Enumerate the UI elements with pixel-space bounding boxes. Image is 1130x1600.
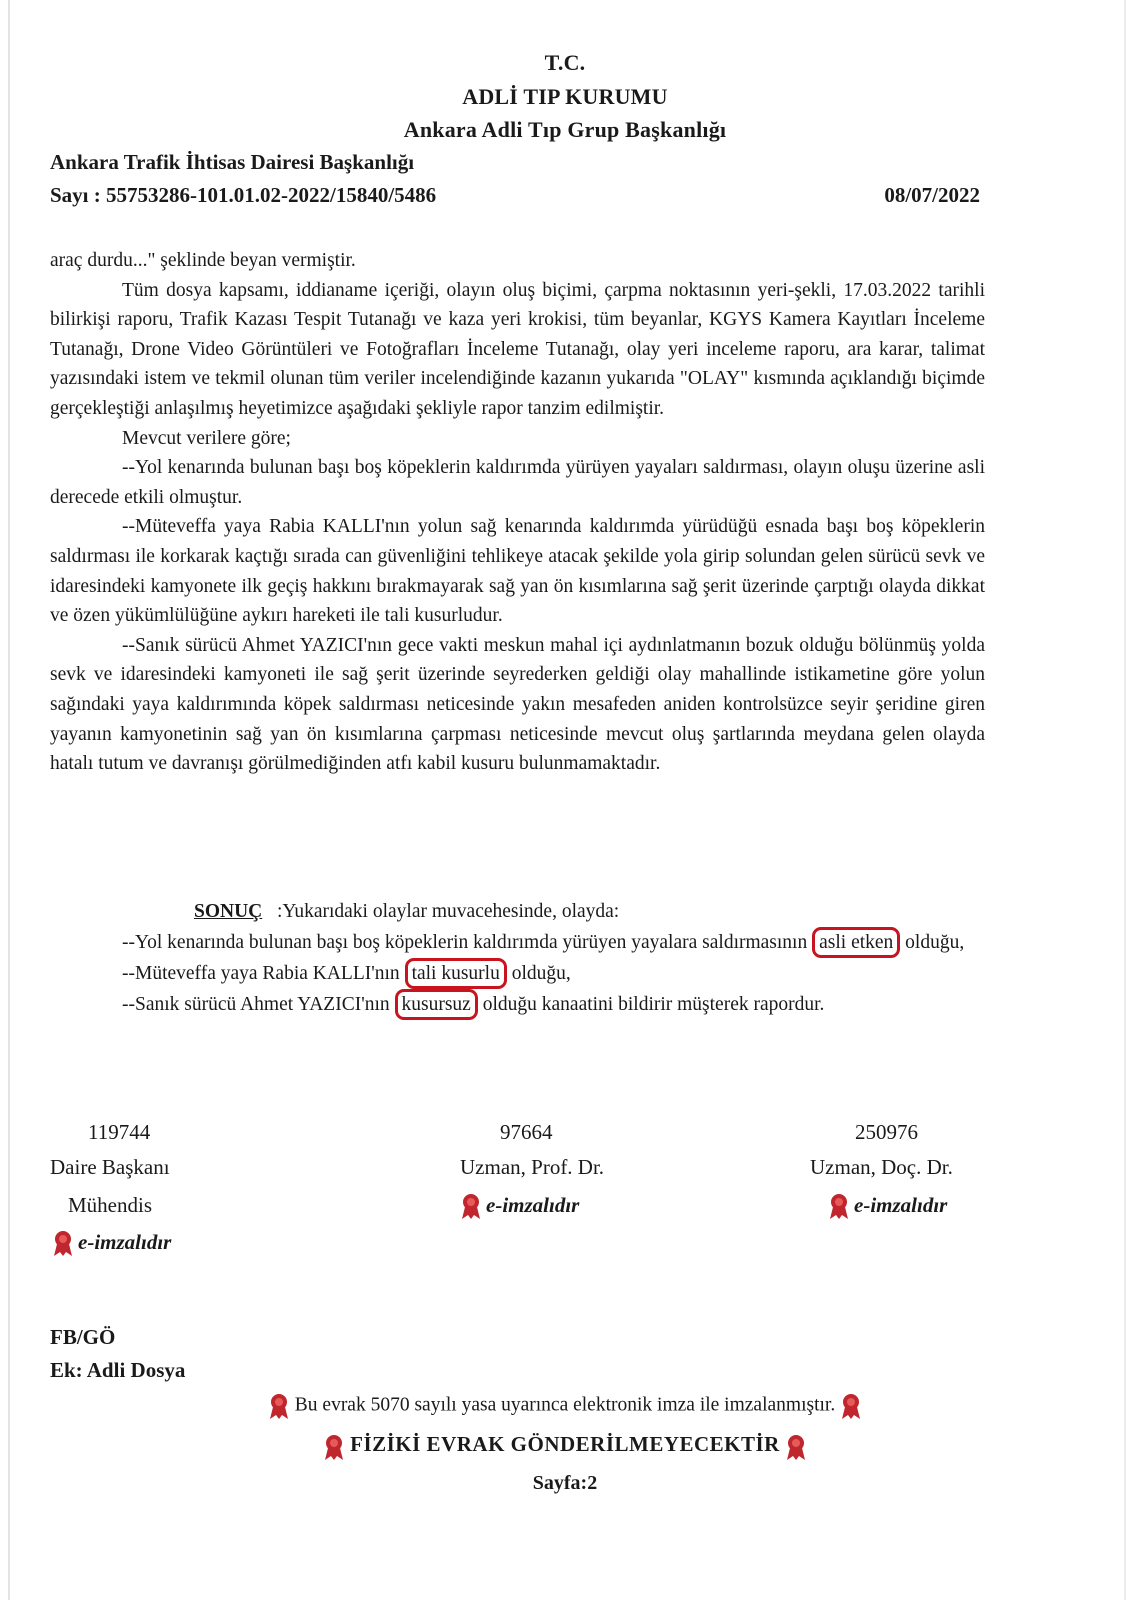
signature-block bbox=[828, 1188, 947, 1231]
signature-block bbox=[460, 1150, 604, 1185]
e-signature: e-imzalıdır bbox=[52, 1225, 171, 1260]
conclusion-label: SONUÇ bbox=[194, 901, 263, 922]
page-edge-right bbox=[1124, 0, 1126, 1600]
conclusion-item: --Müteveffa yaya Rabia KALLI'nın tali kusurlu olduğu, bbox=[50, 958, 985, 989]
highlight-box: kusursuz bbox=[395, 989, 478, 1020]
body-paragraph: --Sanık sürücü Ahmet YAZICI'nın gece vakti meskun mahal içi aydınlatmanın bozuk olduğu bölünmüş yolda sevk ve idaresindeki kamyoneti ile sağ şerit üzerinde seyrederken geldiği olay mahallinde istikametine göre yolun sağındaki yaya kaldırımında köpek saldırması neticesinde yakın mesafeden aniden kontrolsüzce seyir şeridine giren yayanın kamyonetinin sağ yan ön kısımlarına çarpması neticesinde mevcut oluş şartlarında meydana gelen olayda hatalı tutum ve davranışı görülmediğinden atfı kabil kusuru bulunmamaktadır. bbox=[50, 634, 985, 775]
page-number: Sayfa:2 bbox=[532, 1472, 598, 1494]
signature-block bbox=[500, 1115, 553, 1150]
ribbon-icon bbox=[840, 1392, 862, 1420]
highlight-box: tali kusurlu bbox=[405, 958, 507, 989]
ribbon-icon bbox=[268, 1392, 290, 1420]
body-paragraph: araç durdu..." şeklinde beyan vermiştir. bbox=[50, 250, 356, 271]
conclusion-item: --Sanık sürücü Ahmet YAZICI'nın kusursuz olduğu kanaatini bildirir müşterek rapordur. bbox=[50, 989, 985, 1020]
signature-block bbox=[460, 1188, 579, 1231]
signature-block bbox=[810, 1150, 953, 1185]
signature-title: Uzman, Prof. Dr. bbox=[460, 1155, 605, 1179]
signature-title: Daire Başkanı bbox=[50, 1155, 170, 1179]
page-edge-left bbox=[8, 0, 10, 1600]
signature-id: 119744 bbox=[88, 1120, 151, 1144]
ribbon-icon bbox=[785, 1433, 807, 1461]
signature-block bbox=[68, 1188, 152, 1223]
signature-id: 97664 bbox=[500, 1120, 553, 1144]
body-paragraph: --Müteveffa yaya Rabia KALLI'nın yolun sağ kenarında kaldırımda yürüdüğü esnada başı boş köpeklerin saldırması ile korkarak kaçtığı sırada can güvenliğini tehlikeye atacak şekilde yola girip solundan gelen sürücü sevk ve idaresindeki kamyonete ilk geçiş hakkını bırakmayarak sağ yan ön kısımlarına sağ şerit üzerinde çarptığı olayda dikkat ve özen yükümlülüğüne aykırı hareketi ile tali kusurludur. bbox=[50, 516, 985, 627]
signature-id: 250976 bbox=[855, 1120, 918, 1144]
body-paragraph: Tüm dosya kapsamı, iddianame içeriği, olayın oluş biçimi, çarpma noktasının yeri-şekli, 17.03.2022 tarihli bilirkişi raporu, Trafik Kazası Tespit Tutanağı ve kaza yeri krokisi, tüm beyanlar, KGYS Kamera Kayıtları İnceleme Tutanağı, Drone Video Görüntüleri ve Fotoğrafları İnceleme Tutanağı, olay yeri inceleme raporu, ara karar, talimat yazısındaki istem ve tekmil olunan tüm veriler incelendiğinde kazanın yukarıda "OLAY" kısmında açıklandığı biçimde gerçekleştiği anlaşılmış heyetimizce aşağıdaki şekliyle rapor tanzim edilmiştir. bbox=[50, 279, 985, 419]
header-tc: T.C. bbox=[544, 50, 586, 75]
signature-block bbox=[52, 1225, 171, 1268]
body-paragraph: Mevcut verilere göre; bbox=[122, 427, 291, 449]
body-paragraph: --Yol kenarında bulunan başı boş köpeklerin kaldırımda yürüyen yayaları saldırması, olayın oluşu üzerine asli derecede etkili olmuştur. bbox=[50, 457, 985, 508]
signature-title: Uzman, Doç. Dr. bbox=[810, 1155, 953, 1179]
e-signature-notice: Bu evrak 5070 sayılı yasa uyarınca elektronik imza ile imzalanmıştır. bbox=[0, 1392, 1130, 1420]
signature-block bbox=[88, 1115, 150, 1150]
conclusion-section bbox=[50, 896, 985, 1020]
header-reference: Sayı : 55753286-101.01.02-2022/15840/5486 bbox=[50, 183, 437, 207]
conclusion-intro: :Yukarıdaki olaylar muvacehesinde, olayda: bbox=[277, 901, 620, 922]
header-department: Ankara Trafik İhtisas Dairesi Başkanlığı bbox=[50, 150, 415, 174]
attachment: Ek: Adli Dosya bbox=[50, 1358, 186, 1382]
header-group: Ankara Adli Tıp Grup Başkanlığı bbox=[403, 117, 727, 142]
highlight-box: asli etken bbox=[812, 927, 900, 958]
signature-title: Mühendis bbox=[68, 1193, 152, 1217]
signature-block bbox=[855, 1115, 918, 1150]
ribbon-icon bbox=[460, 1192, 482, 1220]
e-signature: e-imzalıdır bbox=[828, 1188, 947, 1223]
report-body bbox=[50, 246, 985, 779]
ribbon-icon bbox=[323, 1433, 345, 1461]
no-physical-notice: FİZİKİ EVRAK GÖNDERİLMEYECEKTİR bbox=[0, 1432, 1130, 1461]
ribbon-icon bbox=[52, 1229, 74, 1257]
initials: FB/GÖ bbox=[50, 1325, 116, 1349]
header-institution: ADLİ TIP KURUMU bbox=[462, 84, 668, 109]
ribbon-icon bbox=[828, 1192, 850, 1220]
signature-block bbox=[50, 1150, 170, 1185]
e-signature: e-imzalıdır bbox=[460, 1188, 579, 1223]
conclusion-item: --Yol kenarında bulunan başı boş köpeklerin kaldırımda yürüyen yayalara saldırmasının asli etken olduğu, bbox=[50, 927, 985, 958]
header-date: 08/07/2022 bbox=[884, 183, 980, 207]
